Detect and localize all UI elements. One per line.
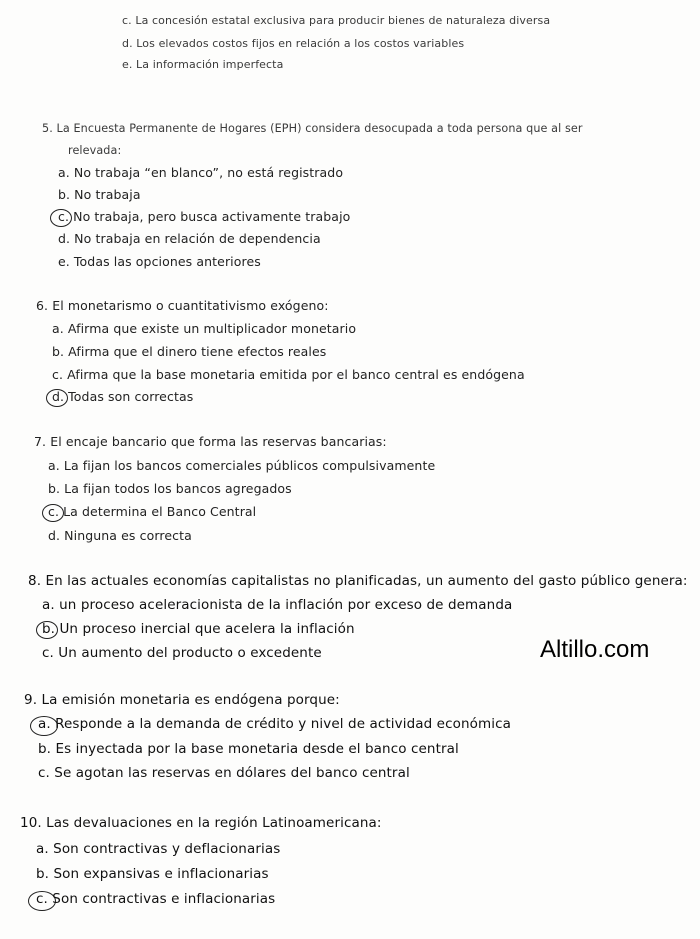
prev-option-d: d. Los elevados costos fijos en relación a los costos variables [122, 37, 465, 50]
q10-stem: 10. Las devaluaciones en la región Latinoamericana: [20, 815, 382, 831]
q5-option-c: c. No trabaja, pero busca activamente trabajo [58, 209, 351, 224]
q5-stem-line1: 5. La Encuesta Permanente de Hogares (EPH) considera desocupada a toda persona que al ser [42, 122, 583, 135]
q9-option-a: a. Responde a la demanda de crédito y nivel de actividad económica [38, 716, 511, 732]
q7-option-c: c. La determina el Banco Central [48, 504, 257, 519]
prev-option-e: e. La información imperfecta [122, 58, 284, 71]
q10-option-b: b. Son expansivas e inflacionarias [36, 866, 269, 882]
q6-option-d: d. Todas son correctas [52, 389, 194, 404]
q6-option-b: b. Afirma que el dinero tiene efectos reales [52, 344, 327, 359]
q9-stem: 9. La emisión monetaria es endógena porque: [24, 692, 340, 708]
q10-option-c: c. Son contractivas e inflacionarias [36, 891, 276, 907]
q7-option-d: d. Ninguna es correcta [48, 528, 192, 543]
q7-option-a: a. La fijan los bancos comerciales públicos compulsivamente [48, 458, 436, 473]
q5-option-a: a. No trabaja “en blanco”, no está registrado [58, 165, 344, 180]
q6-option-c: c. Afirma que la base monetaria emitida por el banco central es endógena [52, 367, 525, 382]
q8-option-c: c. Un aumento del producto o excedente [42, 645, 322, 661]
q6-stem: 6. El monetarismo o cuantitativismo exógeno: [36, 298, 329, 313]
q8-option-b: b. Un proceso inercial que acelera la inflación [42, 621, 355, 637]
q5-option-d: d. No trabaja en relación de dependencia [58, 231, 321, 246]
q5-option-b: b. No trabaja [58, 187, 141, 202]
q9-option-c: c. Se agotan las reservas en dólares del banco central [38, 765, 410, 781]
q6-option-a: a. Afirma que existe un multiplicador monetario [52, 321, 357, 336]
q9-option-b: b. Es inyectada por la base monetaria desde el banco central [38, 741, 459, 757]
q8-stem: 8. En las actuales economías capitalistas no planificadas, un aumento del gasto público genera: [28, 573, 688, 589]
q7-option-b: b. La fijan todos los bancos agregados [48, 481, 292, 496]
q10-option-a: a. Son contractivas y deflacionarias [36, 841, 281, 857]
altillo-watermark: Altillo.com [540, 636, 650, 663]
q8-option-a: a. un proceso aceleracionista de la inflación por exceso de demanda [42, 597, 513, 613]
q7-stem: 7. El encaje bancario que forma las reservas bancarias: [34, 434, 387, 449]
q5-option-e: e. Todas las opciones anteriores [58, 254, 261, 269]
q5-stem-line2: relevada: [68, 144, 122, 157]
prev-option-c: c. La concesión estatal exclusiva para producir bienes de naturaleza diversa [122, 14, 551, 27]
